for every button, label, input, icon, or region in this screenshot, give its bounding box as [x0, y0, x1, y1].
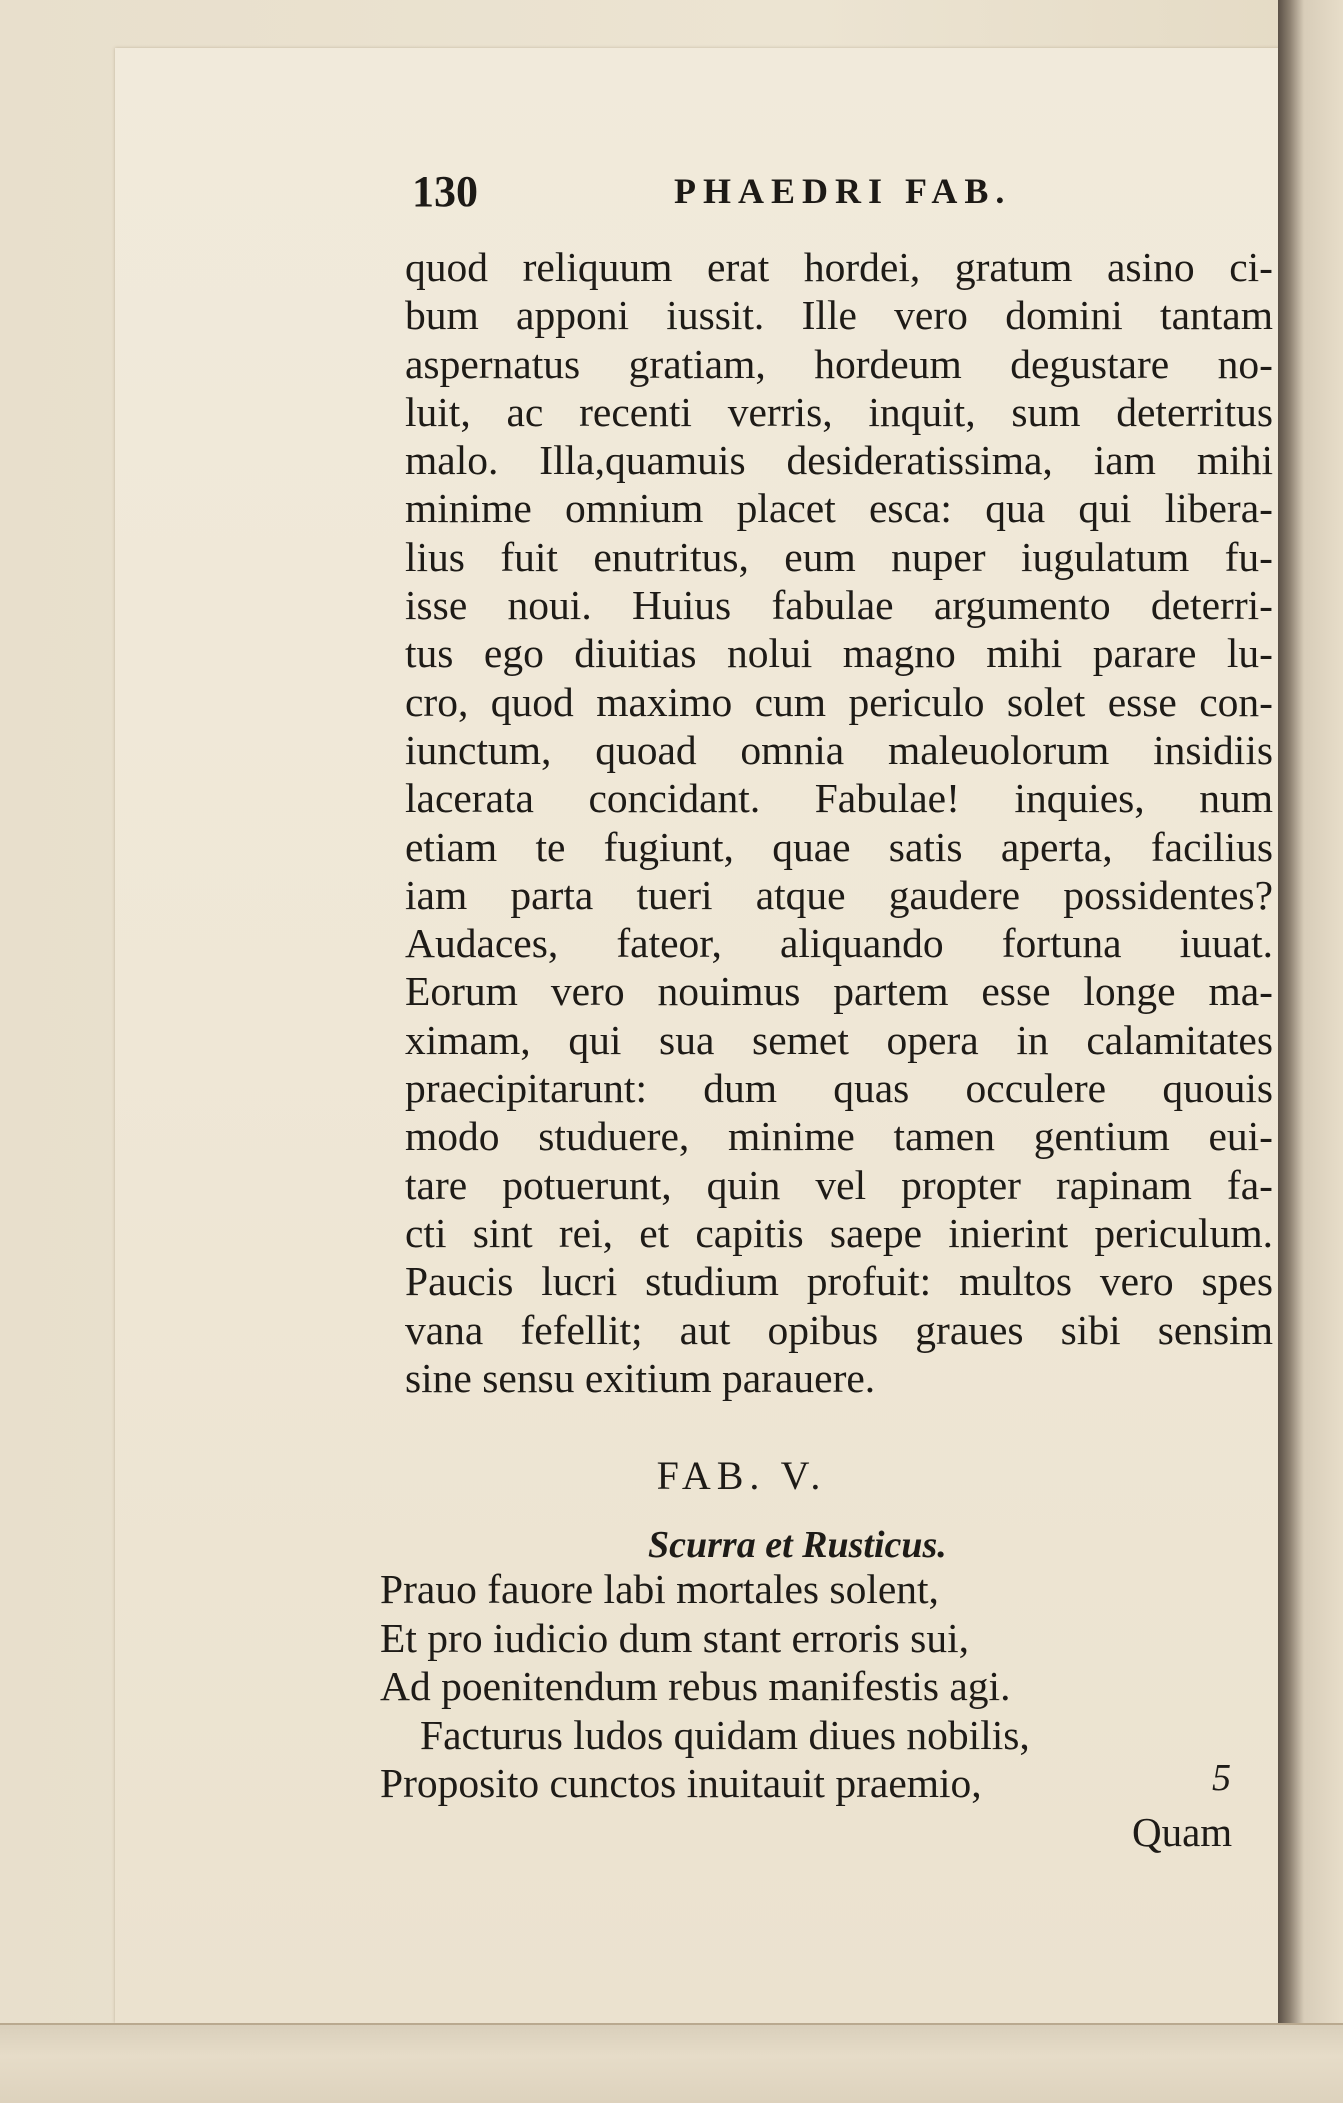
prose-line: ximam, qui sua semet opera in calamitates	[405, 1016, 1273, 1063]
prose-line: Audaces, fateor, aliquando fortuna iuuat.	[405, 920, 1273, 967]
page-bottom-edge	[0, 2023, 1343, 2103]
prose-line: sine sensu exitium parauere.	[405, 1354, 876, 1401]
prose-line: praecipitarunt: dum quas occulere quouis	[405, 1065, 1273, 1112]
prose-line: bum apponi iussit. Ille vero domini tantam	[405, 292, 1273, 339]
verse-line: Facturus ludos quidam diues nobilis,	[420, 1711, 1030, 1758]
verse-line: Proposito cunctos inuitauit praemio,	[380, 1760, 982, 1806]
verse-body	[380, 1565, 1260, 1808]
verse-line-number: 5	[1212, 1757, 1231, 1799]
prose-line: Paucis lucri studium profuit: multos vero spes	[405, 1258, 1273, 1305]
prose-line: minime omnium placet esca: qua qui libera-	[405, 485, 1273, 532]
verse-line: Ad poenitendum rebus manifestis agi.	[380, 1663, 1011, 1709]
prose-line: cti sint rei, et capitis saepe inierint periculum.	[405, 1209, 1273, 1256]
verse-line: Et pro iudicio dum stant erroris sui,	[380, 1614, 969, 1661]
prose-line: quod reliquum erat hordei, gratum asino ci-	[405, 244, 1273, 290]
prose-line: tus ego diuitias nolui magno mihi parare lu-	[405, 630, 1273, 677]
book-spine	[1278, 0, 1343, 2101]
prose-body	[405, 243, 1273, 1402]
prose-line: iunctum, quoad omnia maleuolorum insidiis	[405, 726, 1273, 773]
prose-line: lacerata concidant. Fabulae! inquies, num	[405, 775, 1273, 822]
prose-line: isse noui. Huius fabulae argumento deterri-	[405, 582, 1273, 629]
prose-line: etiam te fugiunt, quae satis aperta, facilius	[405, 823, 1273, 870]
prose-line: cro, quod maximo cum periculo solet esse con-	[405, 678, 1273, 725]
prose-line: iam parta tueri atque gaudere possidentes?	[405, 871, 1273, 918]
page-number: 130	[412, 167, 478, 216]
prose-line: tare potuerunt, quin vel propter rapinam fa-	[405, 1161, 1273, 1208]
prose-line: lius fuit enutritus, eum nuper iugulatum fu-	[405, 533, 1273, 580]
prose-line: vana fefellit; aut opibus graues sibi sensim	[405, 1306, 1273, 1353]
prose-line: malo. Illa,quamuis desideratissima, iam mihi	[405, 437, 1273, 484]
catchword: Quam	[1132, 1809, 1233, 1855]
prose-line: modo studuere, minime tamen gentium eui-	[405, 1113, 1273, 1160]
prose-line: Eorum vero nouimus partem esse longe ma-	[405, 968, 1273, 1015]
prose-line: luit, ac recenti verris, inquit, sum deterritus	[405, 388, 1273, 435]
verse-line: Prauo fauore labi mortales solent,	[380, 1566, 939, 1612]
fable-title: FAB. V.	[656, 1453, 827, 1498]
fable-subtitle: Scurra et Rusticus.	[648, 1524, 947, 1566]
page-header	[412, 166, 1272, 226]
running-head: PHAEDRI FAB.	[674, 171, 1012, 211]
prose-line: aspernatus gratiam, hordeum degustare no-	[405, 340, 1273, 387]
